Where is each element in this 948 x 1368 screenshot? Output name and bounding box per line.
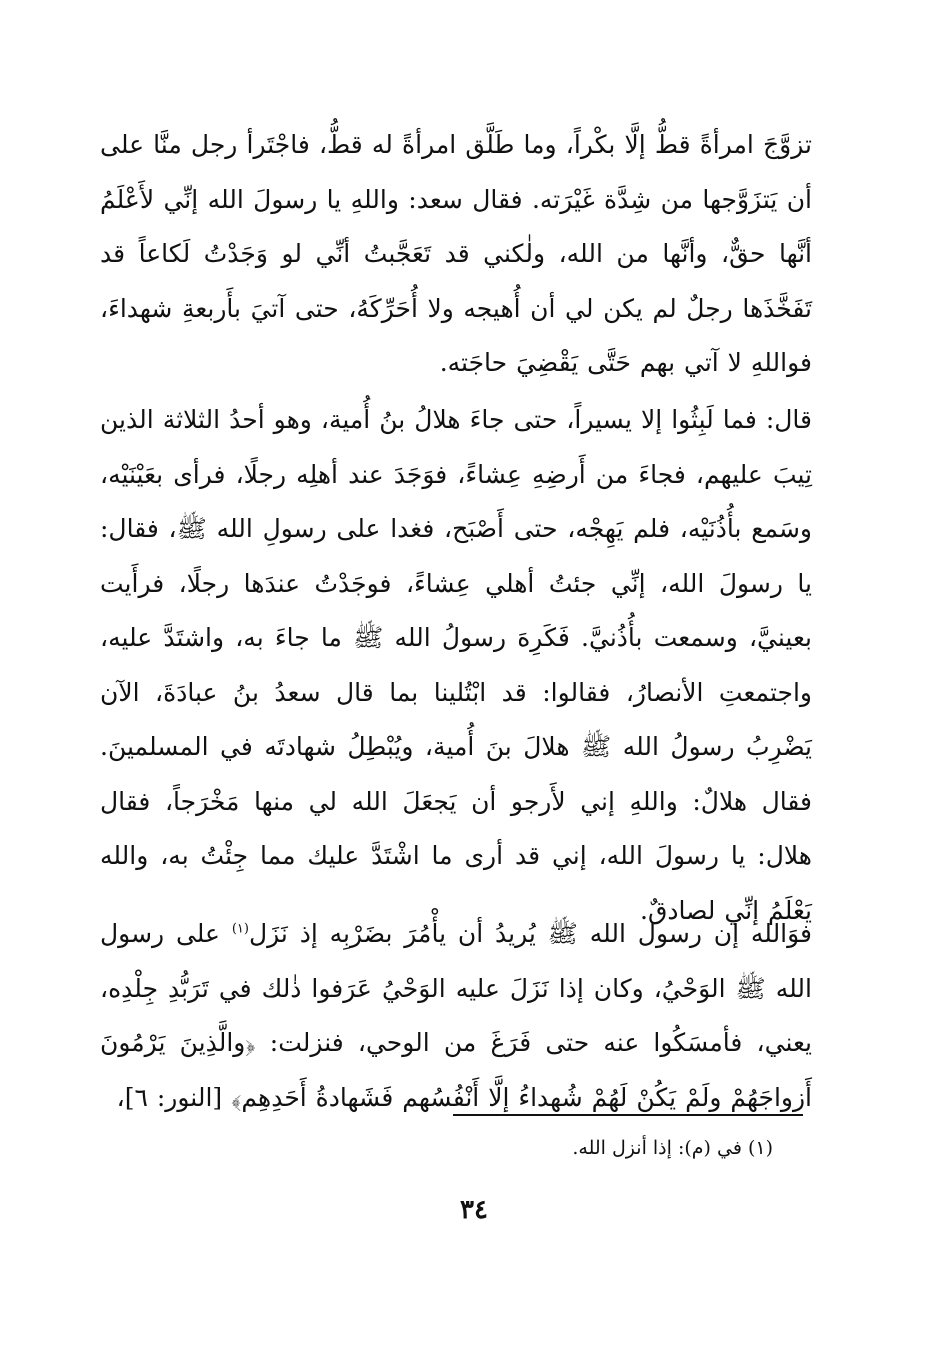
paragraph-3-text-end: على رسول الله ﷺ الوَحْيُ، وكان إذا نَزَلَ عليه الوَحْيُ عَرَفوا ذٰلك في تَرَبُّدِ جِلْدِه، يعني، فأمسَكُوا عنه حتى فَرَغَ من الوحي، فنزلت: ﴿والَّذِينَ يَرْمُونَ أَزواجَهُمْ ولَمْ يَكُنْ لَهُمْ شُهداءُ إلَّا أَنْفُسُهم فَشَهادةُ أَحَدِهِم﴾ [النور: ٦]،	[100, 919, 813, 1112]
footnote-reference: (١)	[231, 921, 249, 937]
paragraph-2: قال: فما لَبِثُوا إلا يسيراً، حتى جاءَ هلالُ بنُ أُمية، وهو أحدُ الثلاثة الذين تِيبَ عليهم، فجاءَ من أَرضِهِ عِشاءً، فوَجَدَ عند أهلِه رجلًا، فرأى بعَيْنَيْه، وسَمع بأُذُنَيْه، فلم يَهِجْه، حتى أَصْبَح، فغدا على رسولِ الله ﷺ، فقال: يا رسولَ الله، إنِّي جئتُ أهلي عِشاءً، فوجَدْتُ عندَها رجلًا، فرأَيت بعينيَّ، وسمعت بأُذُنيَّ. فَكَرِهَ رسولُ الله ﷺ ما جاءَ به، واشتَدَّ عليه، واجتمعتِ الأنصارُ، فقالوا: قد ابْتُلينا بما قال سعدُ بنُ عبادَةَ، الآن يَضْرِبُ رسولُ الله ﷺ هلالَ بنَ أُمية، ويُبْطِلُ شهادتَه في المسلمينَ. فقال هلالٌ: واللهِ إني لأَرجو أن يَجعَلَ الله لي منها مَخْرَجاً، فقال هلال: يا رسولَ الله، إني قد أرى ما اشْتَدَّ عليك مما جِئْتُ به، والله يَعْلَمُ إنِّي لصادقٌ.	[100, 405, 812, 925]
paragraph-3	[100, 907, 812, 1125]
paragraph-3-text-start: فوَالله إن رسول الله ﷺ يُريدُ أن يأْمُرَ بضَرْبِه إذ نَزَل	[248, 919, 812, 948]
footnote-divider	[453, 1114, 803, 1116]
page-number: ٣٤	[460, 1195, 488, 1225]
footnote: (١) في (م): إذا أنزل الله.	[572, 1137, 773, 1159]
paragraph-1: تزوَّجَ امرأةً قطُّ إلَّا بكْراً، وما طَلَّق امرأةً له قطُّ، فاجْتَرأ رجل منَّا على أن يَتزَوَّجها من شِدَّة غَيْرَته. فقال سعد: واللهِ يا رسولَ الله إنِّي لأَعْلَمُ أنَّها حقٌّ، وأنَّها من الله، ولٰكني قد تَعَجَّبتُ أنِّي لو وَجَدْتُ لَكاعاً قد تَفَخَّذَها رجلٌ لم يكن لي أن أُهيجه ولا أُحَرِّكَهُ، حتى آتيَ بأَربعةِ شهداءَ، فواللهِ لا آتي بهم حَتَّى يَقْضِيَ حاجَته.	[100, 130, 812, 377]
